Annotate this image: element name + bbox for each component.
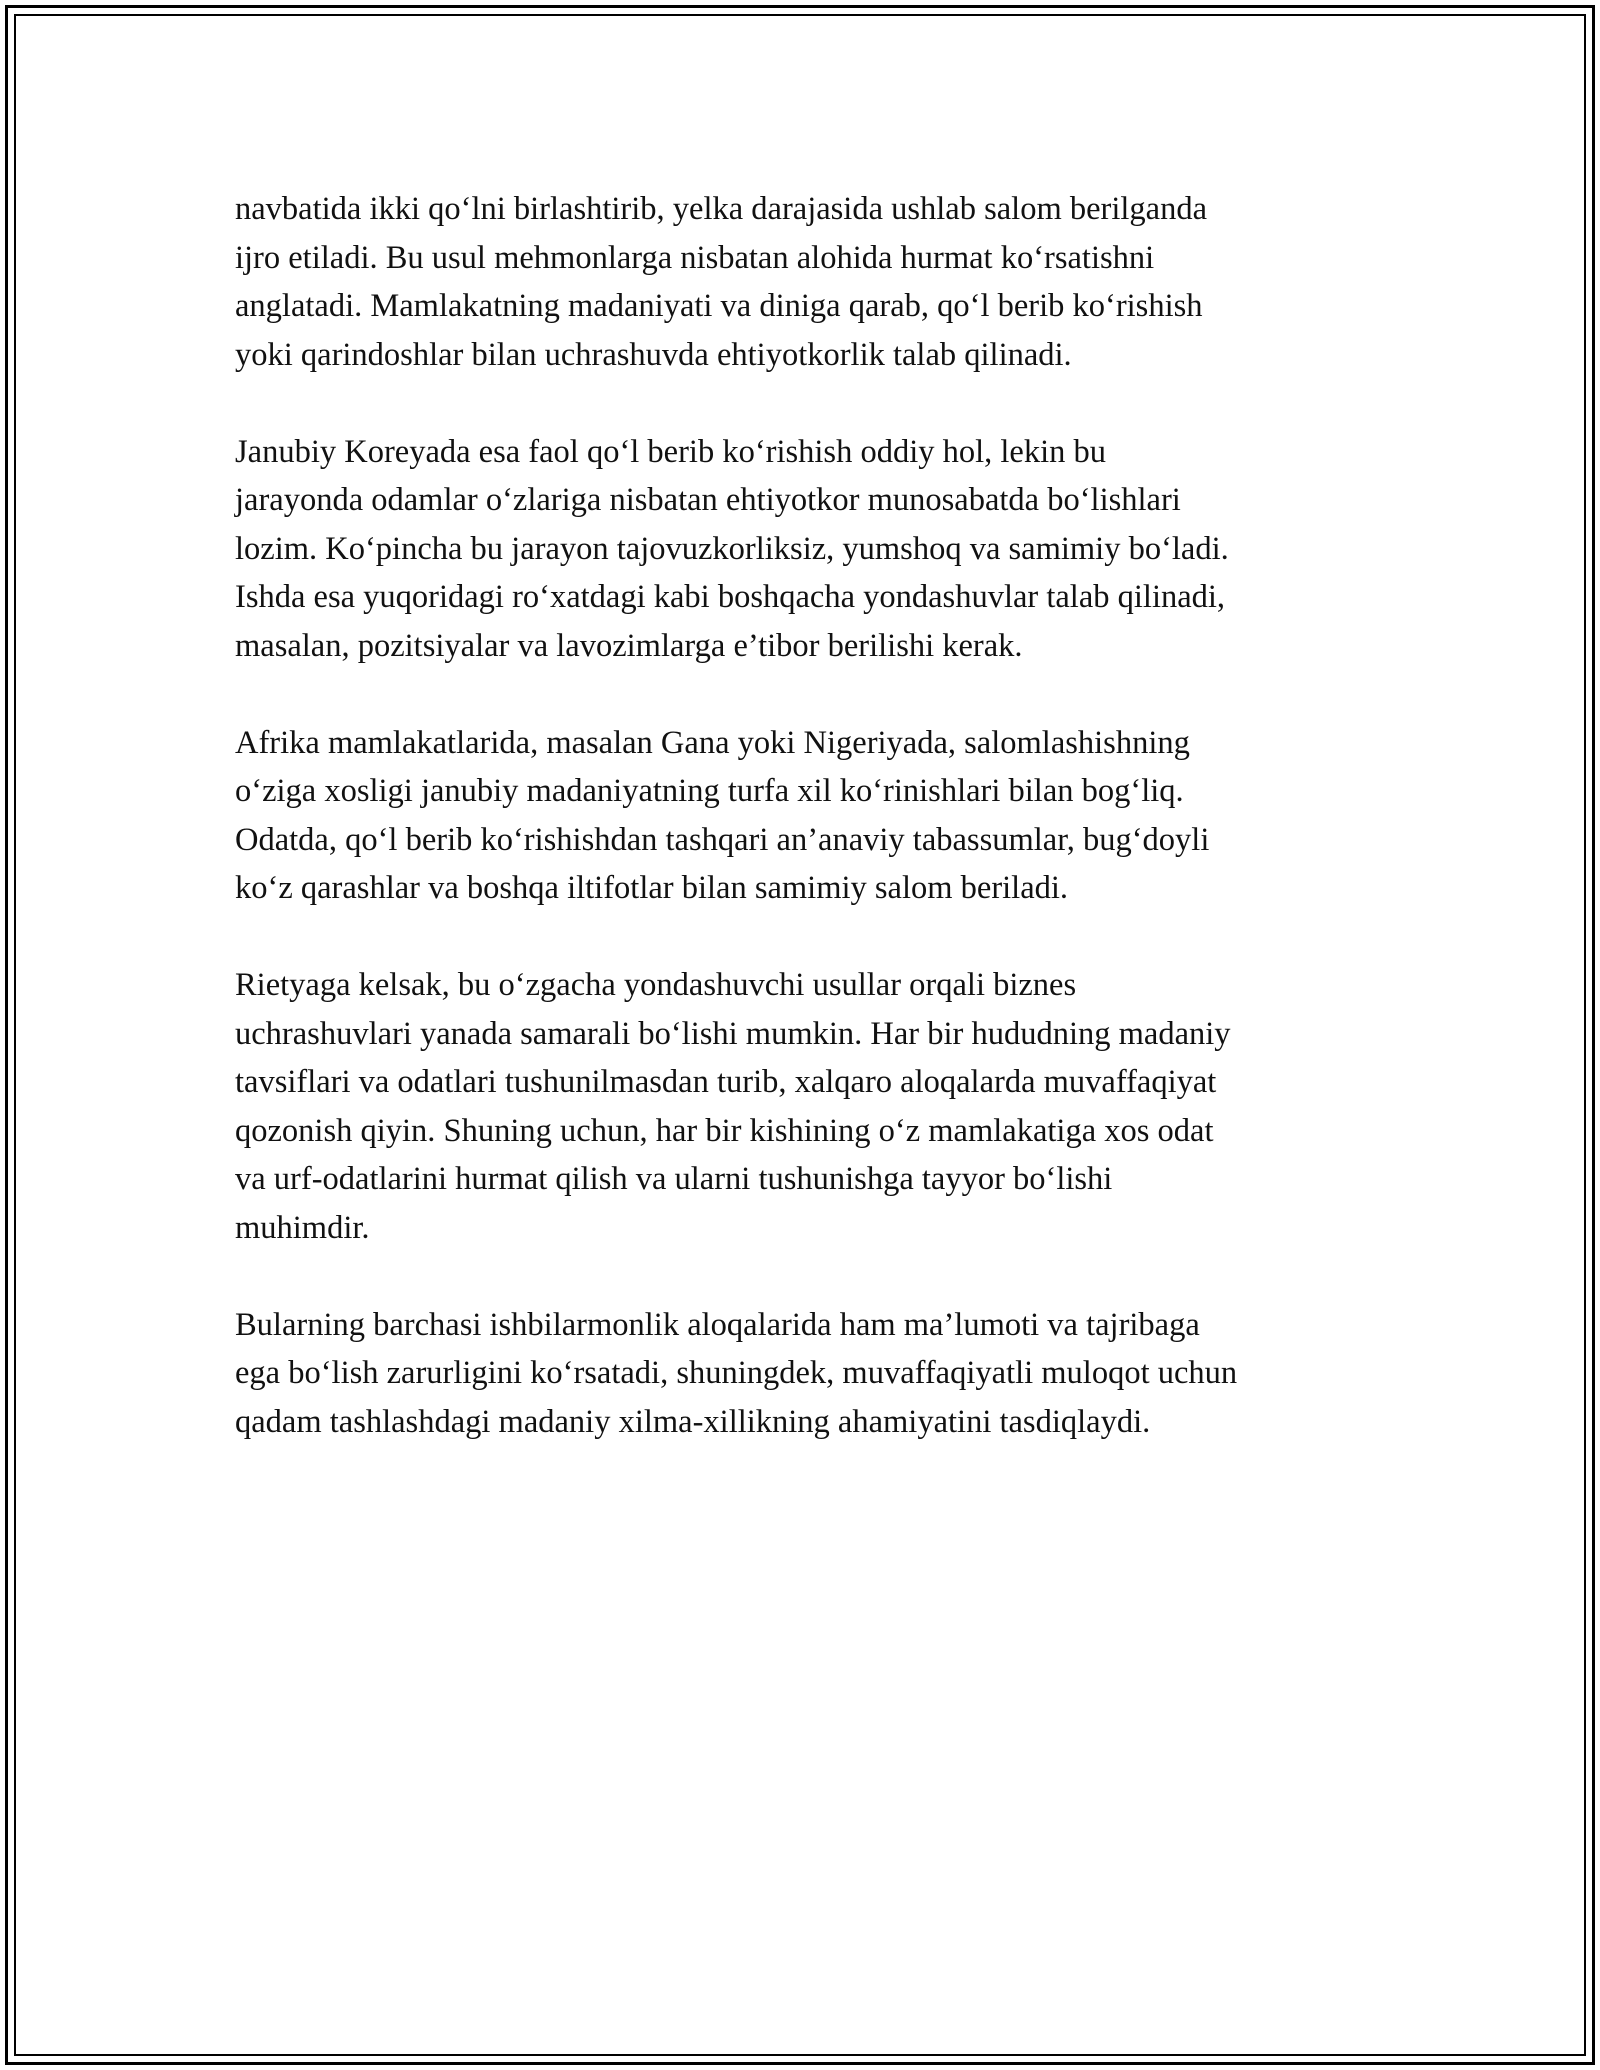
text-line: va urf-odatlarini hurmat qilish va ularni tushunishga tayyor bo‘lishi — [235, 1161, 1113, 1197]
text-line: muhimdir. — [235, 1209, 370, 1246]
text-line: o‘ziga xosligi janubiy madaniyatning turfa xil ko‘rinishlari bilan bog‘liq. — [235, 773, 1184, 809]
paragraph — [235, 961, 1395, 1252]
text-line: ijro etiladi. Bu usul mehmonlarga nisbatan alohida hurmat ko‘rsatishni — [235, 239, 1155, 276]
document-body — [235, 185, 1395, 1495]
text-line: ko‘z qarashlar va boshqa iltifotlar bilan samimiy salom beriladi. — [235, 870, 1069, 906]
text-line: Ishda esa yuqoridagi ro‘xatdagi kabi boshqacha yondashuvlar talab qilinadi, — [235, 579, 1226, 615]
text-line: Odatda, qo‘l berib ko‘rishishdan tashqari an’anaviy tabassumlar, bug‘doyli — [235, 821, 1210, 858]
paragraph — [235, 428, 1395, 671]
text-line: anglatadi. Mamlakatning madaniyati va diniga qarab, qo‘l berib ko‘rishish — [235, 288, 1203, 324]
text-line: tavsiflari va odatlari tushunilmasdan turib, xalqaro aloqalarda muvaffaqiyat — [235, 1064, 1217, 1100]
paragraph — [235, 185, 1395, 379]
text-line: Rietyaga kelsak, bu o‘zgacha yondashuvchi usullar orqali biznes — [235, 967, 1077, 1003]
text-line: masalan, pozitsiyalar va lavozimlarga e’tibor berilishi kerak. — [235, 627, 1023, 664]
text-line: Bularning barchasi ishbilarmonlik aloqalarida ham ma’lumoti va tajribaga — [235, 1306, 1200, 1343]
text-line: qozonish qiyin. Shuning uchun, har bir kishining o‘z mamlakatiga xos odat — [235, 1112, 1214, 1149]
paragraph — [235, 1301, 1395, 1447]
text-line: ega bo‘lish zarurligini ko‘rsatadi, shuningdek, muvaffaqiyatli muloqot uchun — [235, 1355, 1238, 1391]
text-line: lozim. Ko‘pincha bu jarayon tajovuzkorliksiz, yumshoq va samimiy bo‘ladi. — [235, 530, 1229, 567]
text-line: navbatida ikki qo‘lni birlashtirib, yelka darajasida ushlab salom berilganda — [235, 191, 1208, 227]
text-line: Afrika mamlakatlarida, masalan Gana yoki Nigeriyada, salomlashishning — [235, 724, 1190, 761]
text-line: yoki qarindoshlar bilan uchrashuvda ehtiyotkorlik talab qilinadi. — [235, 336, 1072, 373]
text-line: Janubiy Koreyada esa faol qo‘l berib ko‘rishish oddiy hol, lekin bu — [235, 433, 1106, 470]
text-line: jarayonda odamlar o‘zlariga nisbatan ehtiyotkor munosabatda bo‘lishlari — [235, 482, 1181, 518]
paragraph — [235, 719, 1395, 913]
text-line: qadam tashlashdagi madaniy xilma-xillikning ahamiyatini tasdiqlaydi. — [235, 1403, 1151, 1440]
text-line: uchrashuvlari yanada samarali bo‘lishi mumkin. Har bir hududning madaniy — [235, 1015, 1231, 1052]
